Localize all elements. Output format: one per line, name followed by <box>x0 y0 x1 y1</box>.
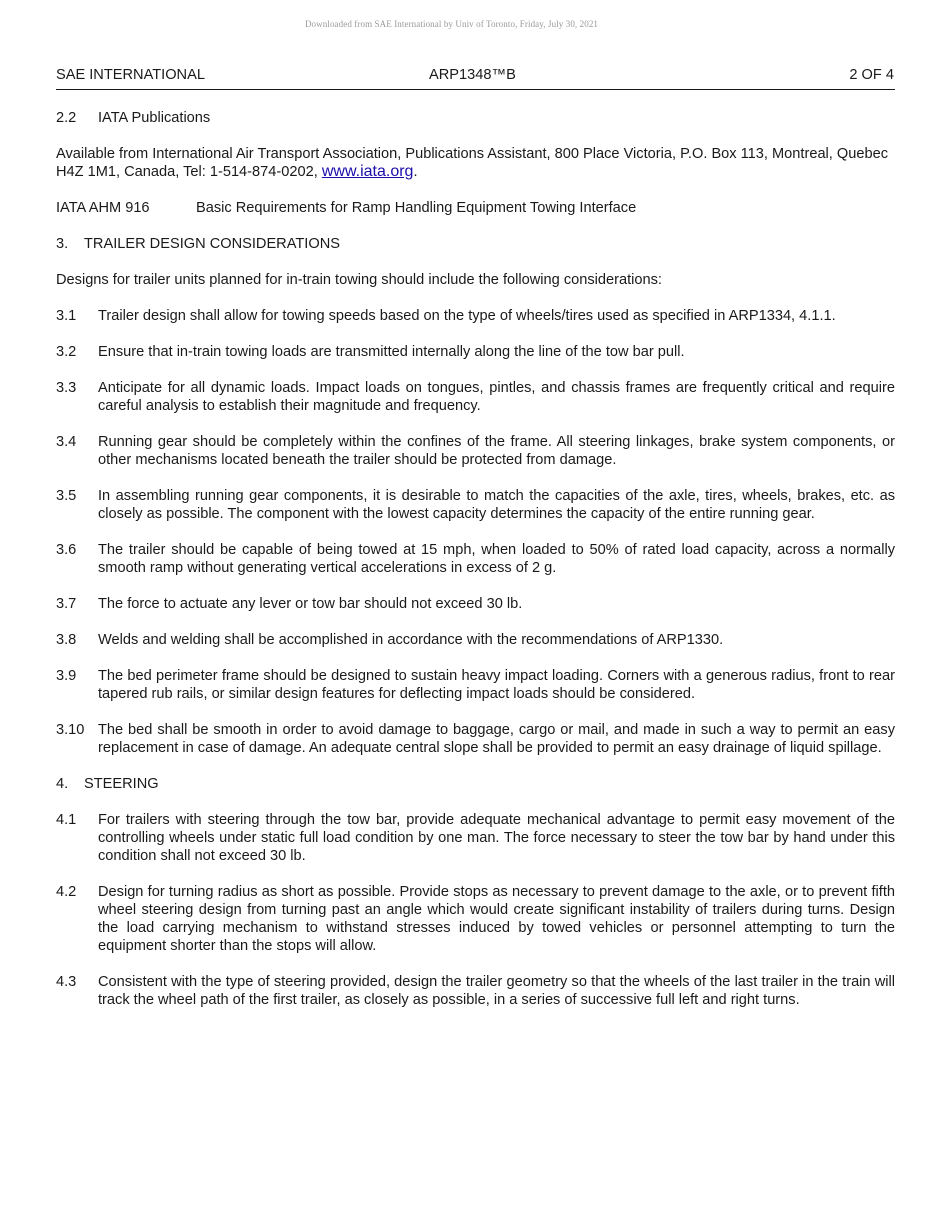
document-body <box>56 109 895 1027</box>
item-number: 4.2 <box>56 884 77 900</box>
list-item-3-6 <box>56 541 895 577</box>
iata-website-link[interactable]: www.iata.org <box>321 163 414 180</box>
item-number: 3.9 <box>56 668 77 684</box>
section-3-items <box>56 307 895 757</box>
list-item-3-1 <box>56 307 895 325</box>
list-item-3-7 <box>56 595 895 613</box>
item-text: For trailers with steering through the tow bar, provide adequate mechanical advantage to permit easy movement of the controlling wheels under static full load condition by one man. The force necessary to steer the tow bar by hand under this condition shall not exceed 30 lb. <box>98 812 895 864</box>
list-item-4-1 <box>56 811 895 865</box>
item-text: Consistent with the type of steering provided, design the trailer geometry so that the wheels of the last trailer in the train will track the wheel path of the first trailer, as closely as possible, in a series of successive full left and right turns. <box>98 974 895 1008</box>
item-number: 3.2 <box>56 344 77 360</box>
list-item-3-5 <box>56 487 895 523</box>
list-item-3-8 <box>56 631 895 649</box>
section-4-items <box>56 811 895 1009</box>
item-text: The bed shall be smooth in order to avoid damage to baggage, cargo or mail, and made in such a way to permit an easy replacement in case of damage. An adequate central slope shall be provided to permit an easy drainage of liquid spillage. <box>98 722 895 756</box>
item-number: 3.1 <box>56 308 77 324</box>
item-text: The force to actuate any lever or tow bar should not exceed 30 lb. <box>98 596 523 612</box>
availability-period: . <box>413 164 418 180</box>
list-item-3-9 <box>56 667 895 703</box>
header-document-id: ARP1348™B <box>429 67 516 83</box>
list-item-3-2 <box>56 343 895 361</box>
item-text: In assembling running gear components, it is desirable to match the capacities of the axle, tires, wheels, brakes, etc. as closely as possible. The component with the lowest capacity determines the capacity of the entire running gear. <box>98 488 895 522</box>
item-number: 3.8 <box>56 632 77 648</box>
reference-title: Basic Requirements for Ramp Handling Equipment Towing Interface <box>196 200 637 216</box>
header-page-number: 2 OF 4 <box>849 67 894 83</box>
section-2-2-heading <box>56 109 895 127</box>
reference-code: IATA AHM 916 <box>56 200 150 216</box>
section-number: 4. <box>56 776 69 792</box>
download-watermark: Downloaded from SAE International by Univ of Toronto, Friday, July 30, 2021 <box>304 19 599 29</box>
section-title: STEERING <box>84 776 159 792</box>
list-item-3-4 <box>56 433 895 469</box>
item-number: 4.3 <box>56 974 77 990</box>
item-number: 3.6 <box>56 542 77 558</box>
iata-availability-paragraph <box>56 145 895 181</box>
item-text: Running gear should be completely within the confines of the frame. All steering linkages, brake system components, or other mechanisms located beneath the trailer should be protected from damage. <box>98 434 895 468</box>
item-number: 3.10 <box>56 722 85 738</box>
list-item-3-3 <box>56 379 895 415</box>
item-number: 3.3 <box>56 380 77 396</box>
section-number: 3. <box>56 236 69 252</box>
item-text: Trailer design shall allow for towing speeds based on the type of wheels/tires used as specified in ARP1334, 4.1.1. <box>98 308 836 324</box>
item-text: The bed perimeter frame should be designed to sustain heavy impact loading. Corners with a generous radius, front to rear tapered rub rails, or similar design features for deflecting impact loads should be considered. <box>98 668 895 702</box>
item-text: The trailer should be capable of being towed at 15 mph, when loaded to 50% of rated load capacity, across a normally smooth ramp without generating vertical accelerations in excess of 2 g. <box>98 542 895 576</box>
section-title: IATA Publications <box>98 110 211 126</box>
item-number: 3.7 <box>56 596 77 612</box>
list-item-4-2 <box>56 883 895 955</box>
section-number: 2.2 <box>56 110 77 126</box>
page-header <box>56 66 895 90</box>
list-item-4-3 <box>56 973 895 1009</box>
item-text: Anticipate for all dynamic loads. Impact loads on tongues, pintles, and chassis frames are frequently critical and require careful analysis to establish their magnitude and frequency. <box>98 380 895 414</box>
section-4-heading <box>56 775 895 793</box>
item-number: 4.1 <box>56 812 77 828</box>
item-number: 3.4 <box>56 434 77 450</box>
list-item-3-10 <box>56 721 895 757</box>
availability-text: Available from International Air Transport Association, Publications Assistant, 800 Place Victoria, P.O. Box 113, Montreal, Quebec H4Z 1M1, Canada, Tel: 1-514-874-0202, <box>56 146 889 180</box>
item-text: Welds and welding shall be accomplished in accordance with the recommendations of ARP1330. <box>98 632 724 648</box>
item-text: Design for turning radius as short as possible. Provide stops as necessary to prevent damage to the axle, or to prevent fifth wheel steering design from turning past an angle which would create significant instability of trailers during turns. Design the load carrying mechanism to withstand stresses induced by towed vehicles or personnel attempting to turn the equipment shorter than the stops will allow. <box>98 884 895 954</box>
section-3-intro: Designs for trailer units planned for in-train towing should include the following considerations: <box>56 272 662 288</box>
item-number: 3.5 <box>56 488 77 504</box>
section-3-heading <box>56 235 895 253</box>
reference-iata-ahm-916 <box>56 199 895 217</box>
section-title: TRAILER DESIGN CONSIDERATIONS <box>84 236 340 252</box>
header-organization: SAE INTERNATIONAL <box>56 67 205 83</box>
item-text: Ensure that in-train towing loads are transmitted internally along the line of the tow bar pull. <box>98 344 685 360</box>
